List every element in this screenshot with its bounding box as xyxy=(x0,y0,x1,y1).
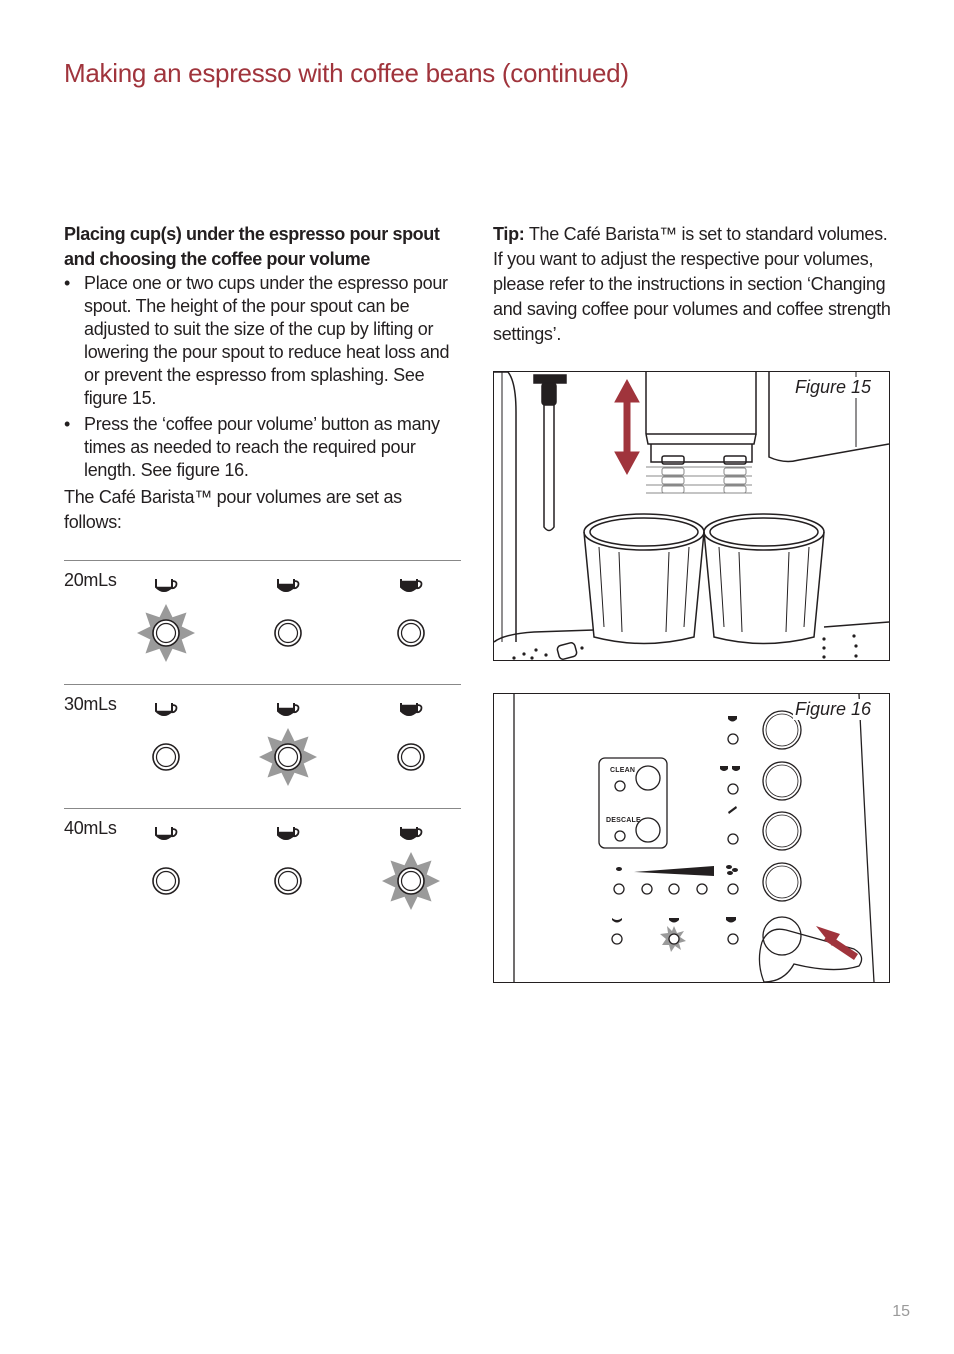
figure-16-illustration xyxy=(493,693,890,983)
cup-indicator-graphic xyxy=(258,685,318,795)
tip-label: Tip: xyxy=(493,224,525,244)
figure-15-label: Figure 15 xyxy=(794,377,871,397)
tip-paragraph xyxy=(493,222,893,347)
espresso-spout-cups-drawing xyxy=(494,372,889,660)
descale-button-label: DESCALE xyxy=(606,817,641,824)
cup-indicator-graphic xyxy=(258,561,318,671)
section-heading: Placing cup(s) under the espresso pour spout and choosing the coffee pour volume xyxy=(64,224,440,269)
indicator-small-cup xyxy=(136,561,196,684)
volumes-intro: The Café Barista™ pour volumes are set as follows: xyxy=(64,487,402,532)
volume-label: 20mLs xyxy=(64,570,117,590)
indicator-medium-cup xyxy=(258,809,318,932)
instructions-column xyxy=(64,222,464,535)
cup-indicator-graphic xyxy=(136,685,196,795)
cup-indicator-graphic xyxy=(136,809,196,919)
figure-16-label: Figure 16 xyxy=(794,699,871,719)
list-item: • Press the ‘coffee pour volume’ button as many times as needed to reach the required pour length. See figure 16. xyxy=(64,414,440,480)
volume-row-40 xyxy=(64,808,461,932)
tip-text: The Café Barista™ is set to standard volumes. If you want to adjust the respective pour volumes, please refer to the instructions in section ‘Changing and saving coffee pour volumes and coffee strength settings’. xyxy=(493,224,891,344)
indicator-large-cup xyxy=(381,561,441,684)
volume-row-20 xyxy=(64,560,461,684)
pour-volume-table xyxy=(64,560,461,932)
volume-label: 40mLs xyxy=(64,818,117,838)
indicator-large-cup xyxy=(381,809,441,932)
indicator-small-cup xyxy=(136,809,196,932)
indicator-small-cup xyxy=(136,685,196,808)
volume-label: 30mLs xyxy=(64,694,117,714)
page-title: Making an espresso with coffee beans (continued) xyxy=(64,58,629,88)
page-number: 15 xyxy=(892,1303,910,1320)
clean-button-label: CLEAN xyxy=(610,767,636,774)
bullet-glyph: • xyxy=(64,273,71,293)
instruction-list xyxy=(64,272,464,482)
cup-indicator-graphic xyxy=(258,809,318,919)
tip-column xyxy=(493,222,893,347)
bullet-glyph: • xyxy=(64,414,71,434)
cup-indicator-graphic xyxy=(136,561,196,671)
list-item: • Place one or two cups under the espresso pour spout. The height of the pour spout can be adjusted to suit the size of the cup by lifting or lowering the pour spout to reduce heat loss and or prevent the espresso from splashing. See figure 15. xyxy=(64,273,450,408)
control-panel-drawing xyxy=(494,694,889,982)
figure-15-illustration xyxy=(493,371,890,661)
cup-indicator-graphic xyxy=(381,809,441,919)
indicator-large-cup xyxy=(381,685,441,808)
volume-row-30 xyxy=(64,684,461,808)
cup-indicator-graphic xyxy=(381,561,441,671)
indicator-medium-cup xyxy=(258,561,318,684)
cup-indicator-graphic xyxy=(381,685,441,795)
indicator-medium-cup xyxy=(258,685,318,808)
